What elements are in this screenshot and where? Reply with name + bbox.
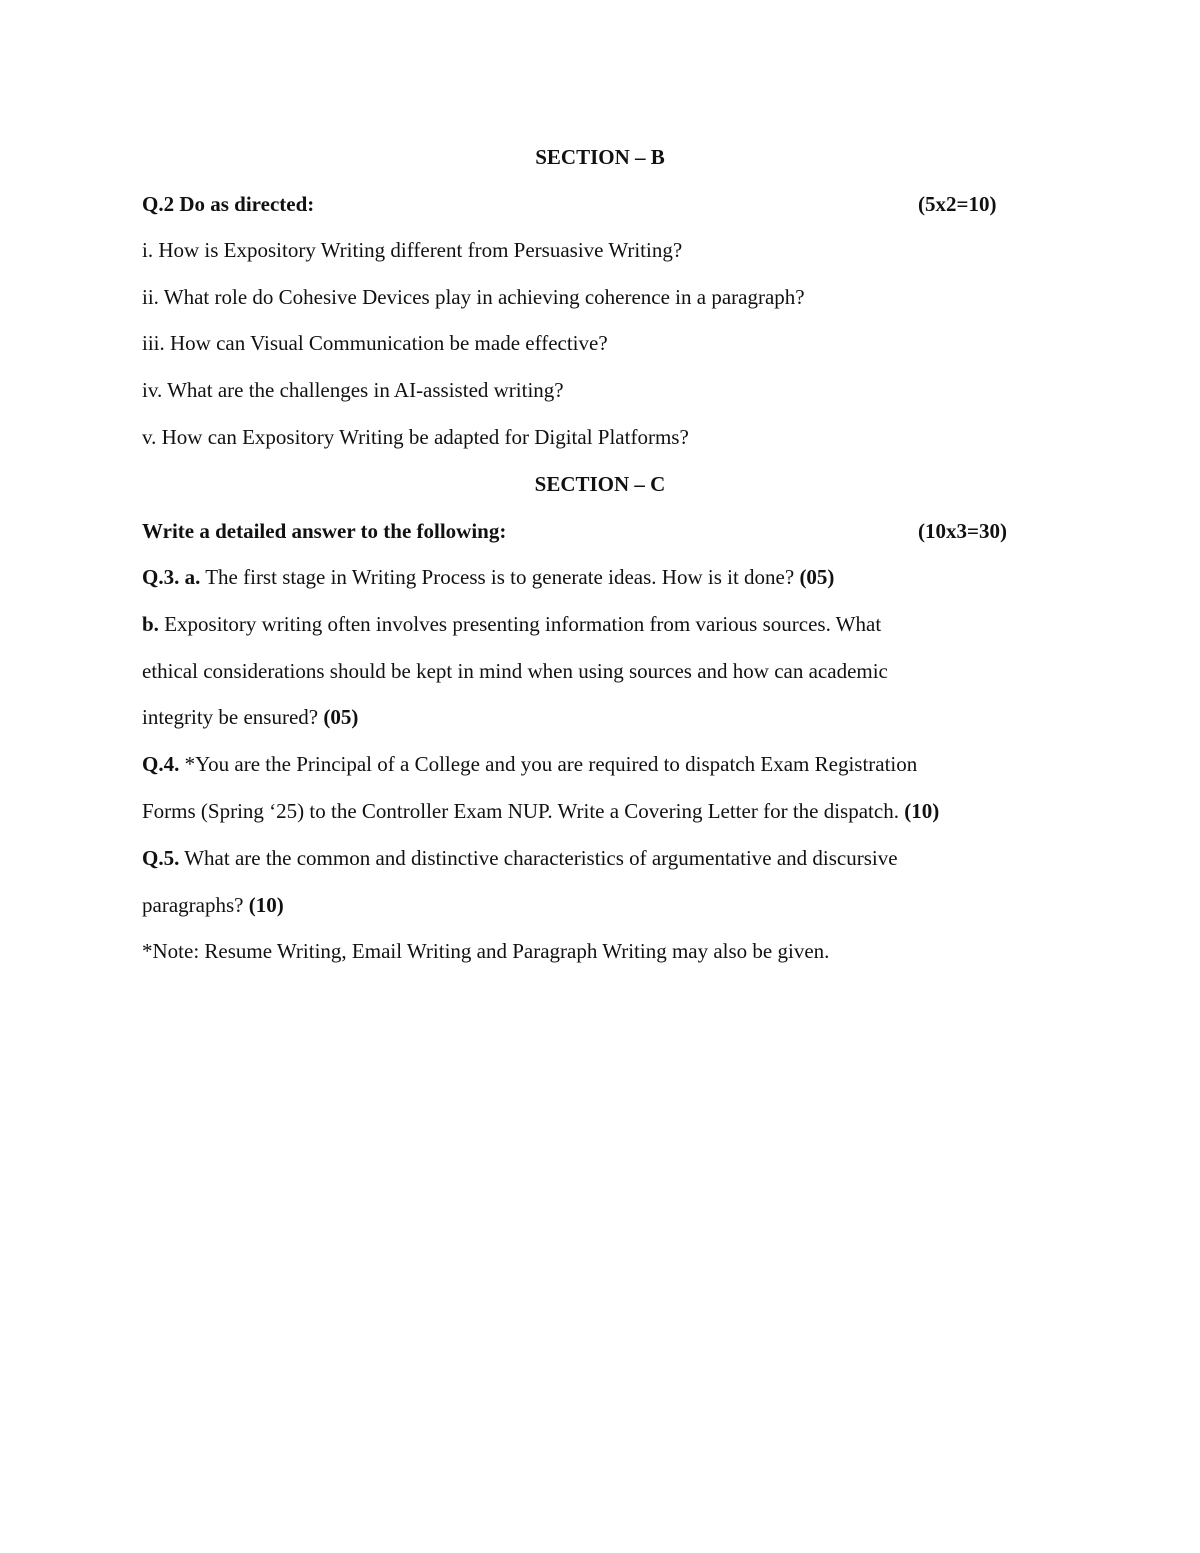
q3-label: Q.3. [142, 565, 180, 589]
q2-marks: (5x2=10) [918, 192, 997, 216]
q3-part-b-line1 [142, 612, 881, 636]
q2-item-iv: iv. What are the challenges in AI-assisted writing? [142, 378, 564, 402]
q3-part-a [142, 565, 834, 589]
q3-b-line3: integrity be ensured? [142, 705, 324, 729]
section-c-marks: (10x3=30) [918, 519, 1007, 543]
q5-line2: paragraphs? [142, 893, 249, 917]
q3-a-marks: (05) [799, 565, 835, 589]
q4-label: Q.4. [142, 752, 180, 776]
q3-b-line2: ethical considerations should be kept in mind when using sources and how can academic [142, 659, 888, 683]
q2-item-v: v. How can Expository Writing be adapted for Digital Platforms? [142, 425, 689, 449]
q4-line2: Forms (Spring ‘25) to the Controller Exam NUP. Write a Covering Letter for the dispatch. [142, 799, 905, 823]
q5-line2-row [142, 893, 284, 917]
q3-part-b-line3 [142, 705, 358, 729]
q4-marks: (10) [904, 799, 940, 823]
q4-line2-row [142, 799, 939, 823]
q3-b-marks: (05) [323, 705, 359, 729]
q3-a-label: a. [184, 565, 201, 589]
q5-line1: What are the common and distinctive characteristics of argumentative and discursive [179, 846, 898, 870]
q5-line1-row [142, 846, 898, 870]
q5-label: Q.5. [142, 846, 180, 870]
q2-item-ii: ii. What role do Cohesive Devices play in achieving coherence in a paragraph? [142, 285, 805, 309]
q2-item-iii: iii. How can Visual Communication be made effective? [142, 331, 608, 355]
q2-item-i: i. How is Expository Writing different from Persuasive Writing? [142, 238, 683, 262]
q2-label: Q.2 Do as directed: [142, 192, 315, 216]
q4-line1-row [142, 752, 917, 776]
section-b-heading: SECTION – B [535, 145, 665, 169]
q3-b-label: b. [142, 612, 159, 636]
q5-marks: (10) [248, 893, 284, 917]
q4-line1: *You are the Principal of a College and you are required to dispatch Exam Registration [179, 752, 918, 776]
q3-b-line1: Expository writing often involves presenting information from various sources. What [158, 612, 882, 636]
section-c-instruction: Write a detailed answer to the following: [142, 519, 507, 543]
q3-a-text: The first stage in Writing Process is to generate ideas. How is it done? [200, 565, 800, 589]
note: *Note: Resume Writing, Email Writing and Paragraph Writing may also be given. [142, 939, 830, 963]
section-c-heading: SECTION – C [534, 472, 666, 496]
